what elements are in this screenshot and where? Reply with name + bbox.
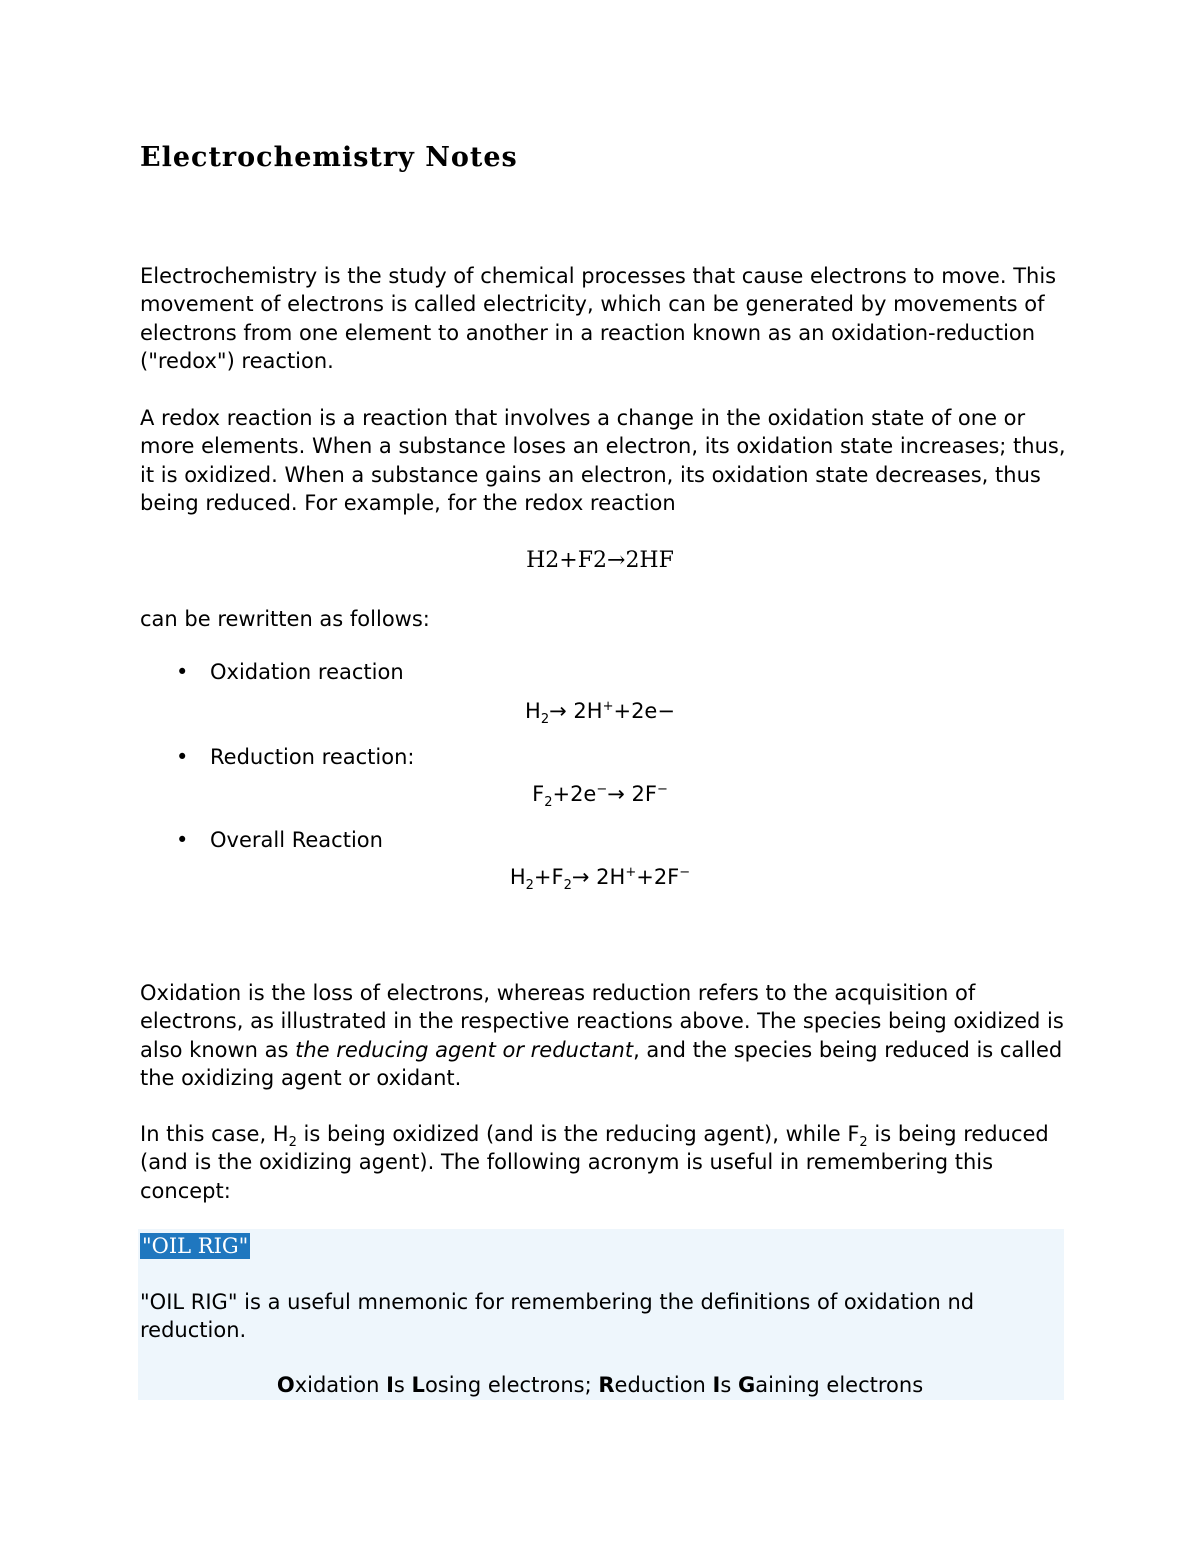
bullet-icon: • xyxy=(176,828,189,852)
list-item-label: Oxidation reaction xyxy=(210,660,404,684)
reduction-equation: $F_2+2e^-\to 2F^-$ xyxy=(532,782,668,811)
bullet-icon: • xyxy=(176,660,189,684)
overall-equation: $H_2+F_2\to 2H^++2F^-$ xyxy=(509,865,691,894)
italic-term: the reducing agent or reductant xyxy=(295,1037,634,1062)
oil-rig-label: "OIL RIG" xyxy=(142,1234,249,1258)
list-item-label: Overall Reaction xyxy=(210,828,383,852)
list-item-label: Reduction reaction: xyxy=(210,745,415,769)
redox-paragraph: A redox reaction is a reaction that involves a change in the oxidation state of one or more elements. When a substance loses an electron, its oxidation state increases; thus, it is oxidized. When a substance gains an electron, its oxidation state decreases, thus being reduced. For example, for the redox reaction xyxy=(140,406,1066,515)
rewritten-text: can be rewritten as follows: xyxy=(140,607,430,631)
mnemonic-description: "OIL RIG" is a useful mnemonic for remembering the definitions of oxidation nd reduction. xyxy=(140,1290,975,1343)
oxidation-equation: $H_2\to 2H^++2e-$ xyxy=(525,699,675,728)
page-title: Electrochemistry Notes xyxy=(140,142,518,173)
mnemonic-line: Oxidation Is Losing electrons; Reduction Is Gaining electrons xyxy=(276,1373,924,1397)
oxidation-paragraph: Oxidation is the loss of electrons, whereas reduction refers to the acquisition of electrons, as illustrated in the respective reactions above. The species being oxidized is also known as the reducing agent or reductant, and the species being reduced is called the oxidizing agent or oxidant. xyxy=(140,981,1064,1090)
case-paragraph: In this case, $H_2$ is being oxidized (and is the reducing agent), while $F_2$ is being reduced (and is the oxidizing agent). The following acronym is useful in remembering this concept: xyxy=(140,1122,1049,1203)
intro-paragraph: Electrochemistry is the study of chemical processes that cause electrons to move. This movement of electrons is called electricity, which can be generated by movements of electrons from one element to another in a reaction known as an oxidation-reduction ("redox") reaction. xyxy=(140,264,1057,373)
bullet-icon: • xyxy=(176,745,189,769)
main-equation: H2+F2→2HF xyxy=(526,548,674,573)
